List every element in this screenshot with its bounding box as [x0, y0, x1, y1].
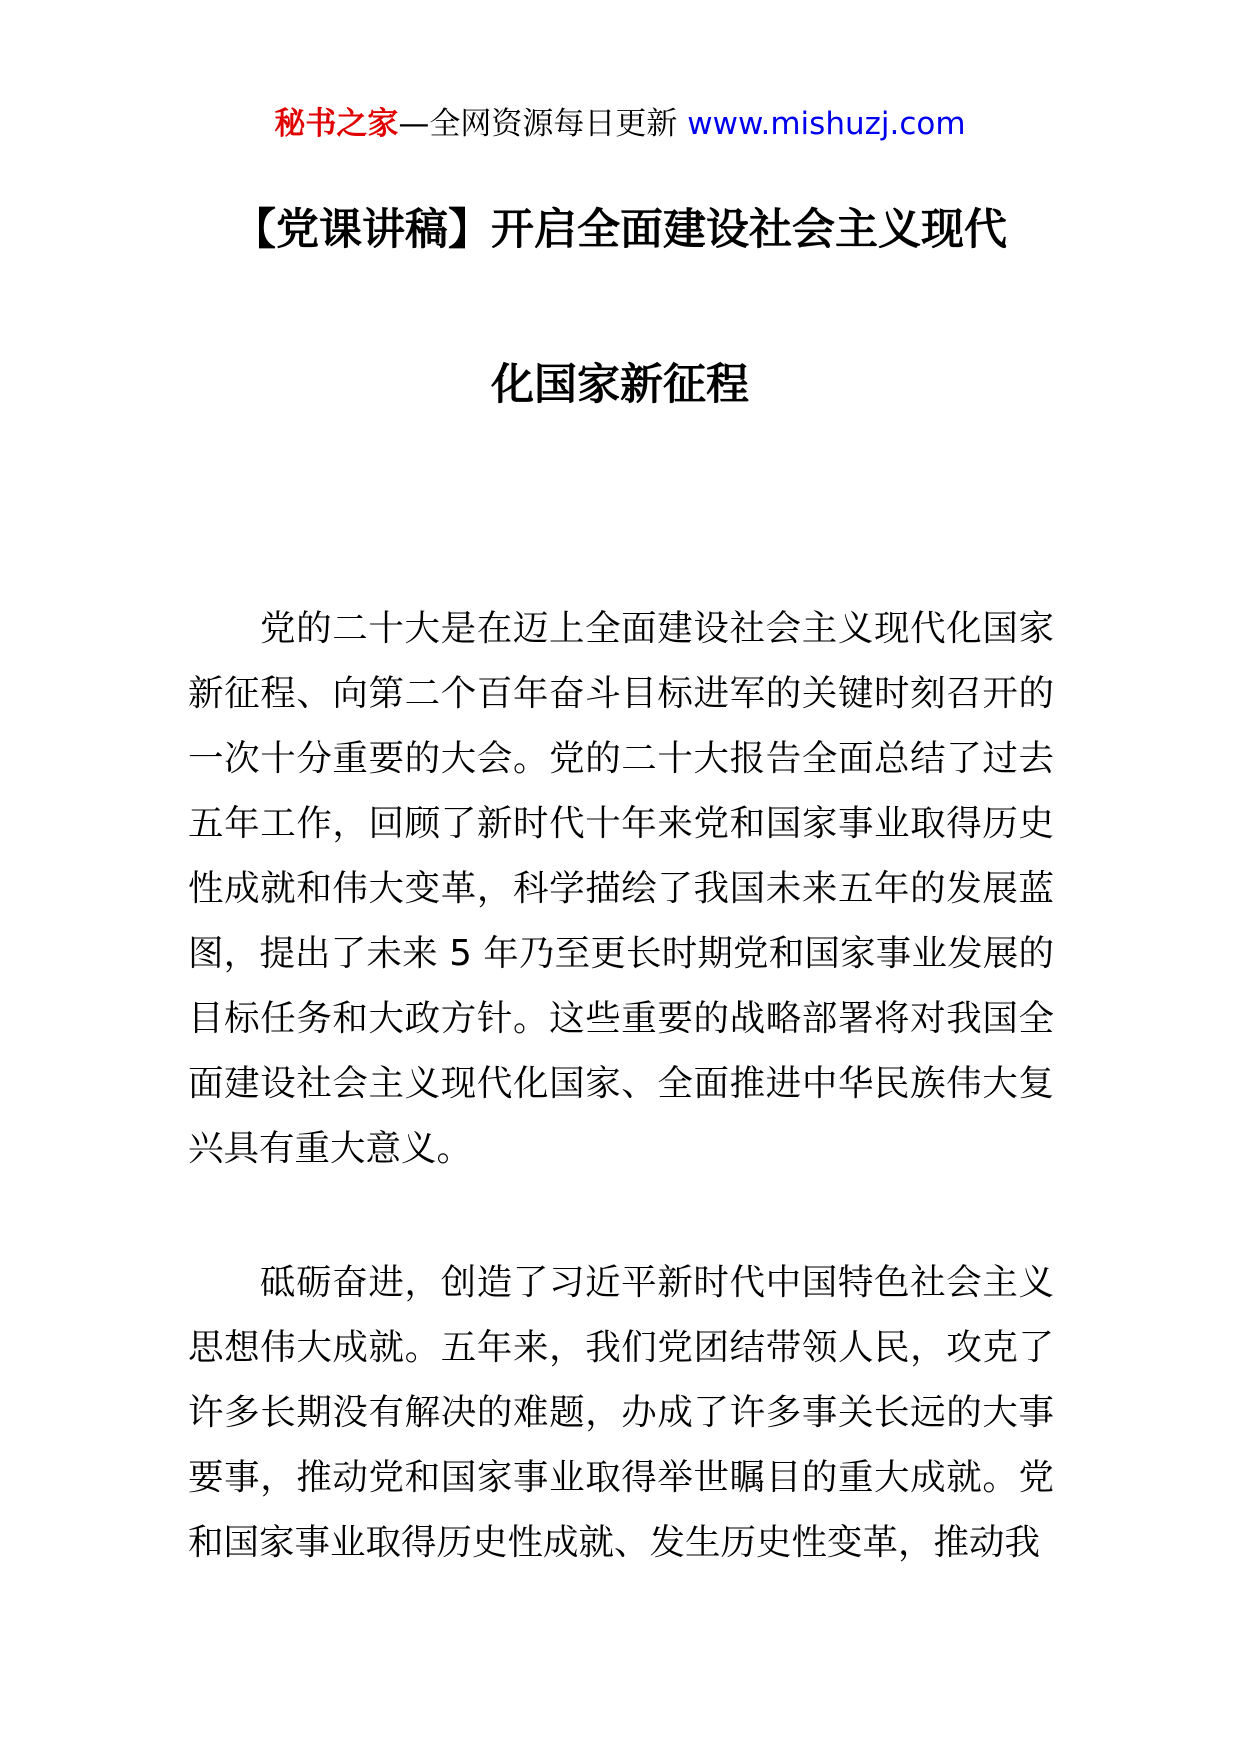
site-url-link[interactable]: www.mishuzj.com — [687, 106, 966, 142]
site-header — [0, 102, 1240, 146]
body-paragraph-1: 党的二十大是在迈上全面建设社会主义现代化国家新征程、向第二个百年奋斗目标进军的关键时刻召开的一次十分重要的大会。党的二十大报告全面总结了过去五年工作，回顾了新时代十年来党和国家事业取得历史性成就和伟大变革，科学描绘了我国未来五年的发展蓝图，提出了未来 5 年乃至更长时期党和国家事业发展的目标任务和大政方针。这些重要的战略部署将对我国全面建设社会主义现代化国家、全面推进中华民族伟大复兴具有重大意义。 — [188, 608, 1054, 1169]
document-title-line-2: 化国家新征程 — [491, 360, 749, 410]
body-paragraph-2: 砥砺奋进，创造了习近平新时代中国特色社会主义思想伟大成就。五年来，我们党团结带领人民，攻克了许多长期没有解决的难题，办成了许多事关长远的大事要事，推动党和国家事业取得举世瞩目的重大成就。党和国家事业取得历史性成就、发生历史性变革，推动我 — [188, 1262, 1054, 1563]
site-tagline: —全网资源每日更新 — [398, 106, 678, 142]
site-brand: 秘书之家 — [274, 106, 399, 142]
document-title-line-1: 【党课讲稿】开启全面建设社会主义现代 — [233, 205, 1007, 255]
